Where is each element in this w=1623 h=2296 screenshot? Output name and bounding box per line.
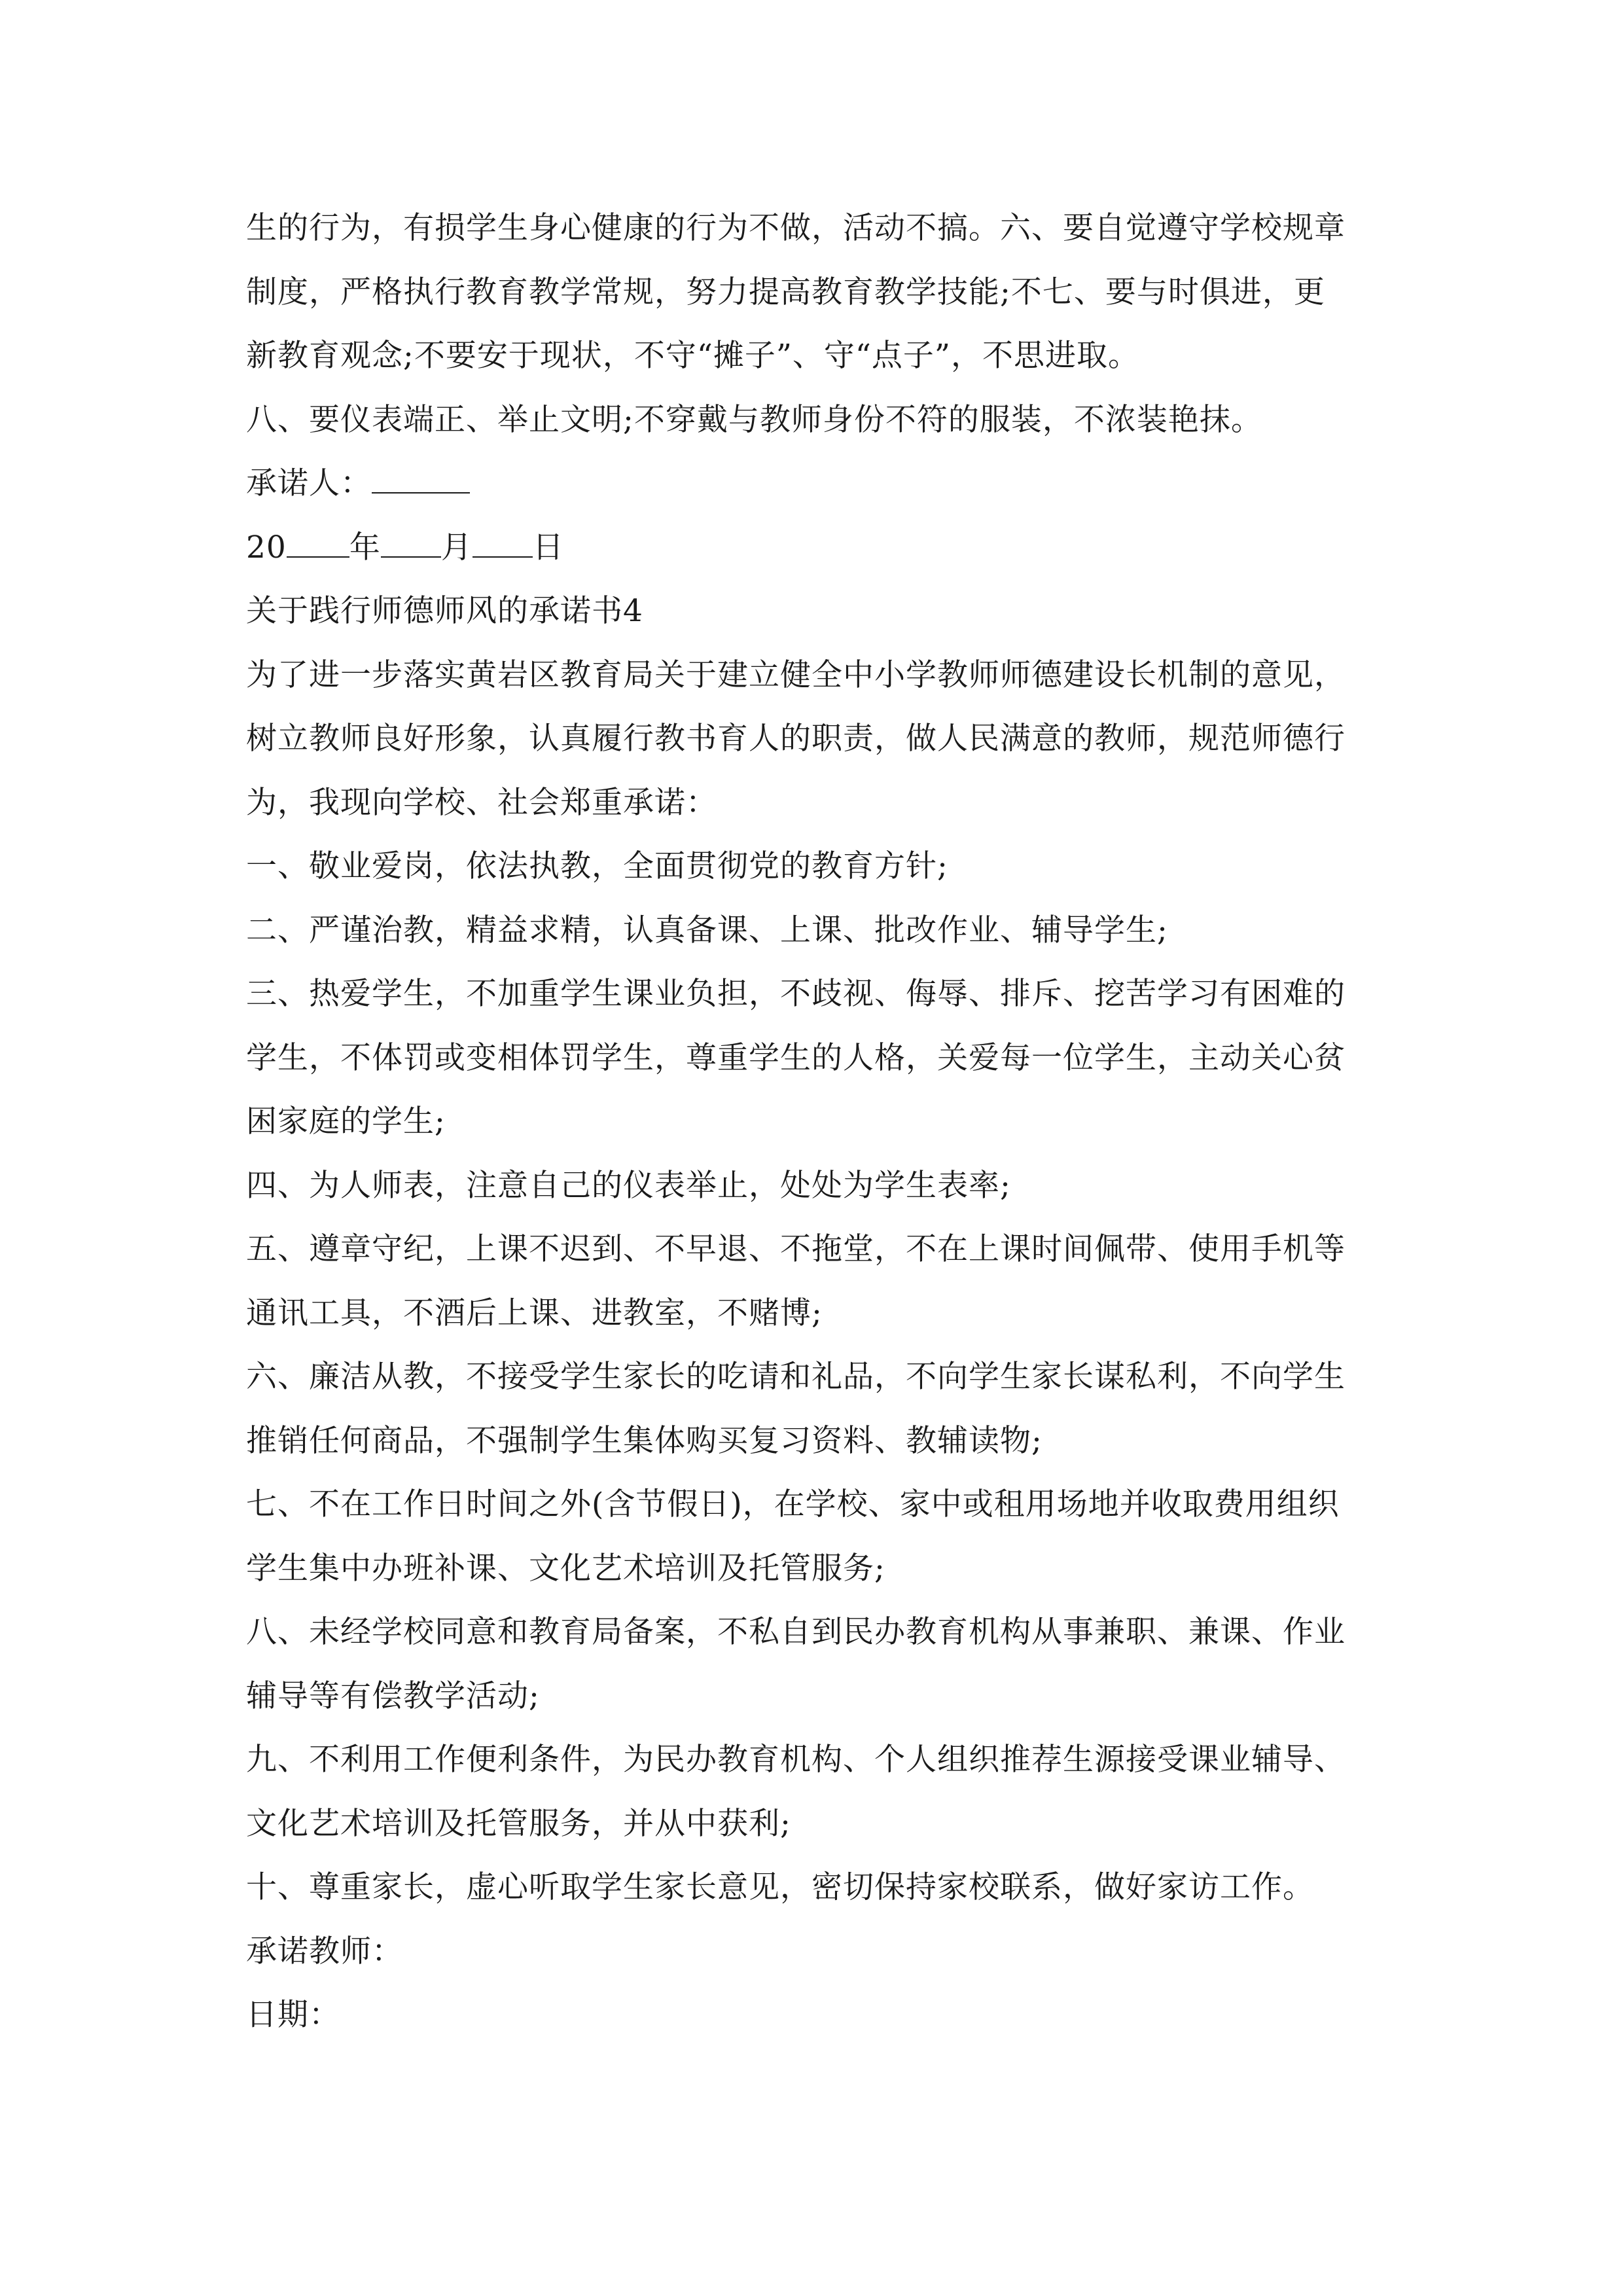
- signature-line: [246, 452, 1398, 516]
- date-label: 日期：: [246, 1997, 340, 2033]
- text-line: 四、为人师表，注意自己的仪表举止，处处为学生表率;: [246, 1167, 1011, 1204]
- text-line: 辅导等有偿教学活动;: [246, 1677, 540, 1714]
- signature-blank: [372, 469, 470, 493]
- text-line: 学生集中办班补课、文化艺术培训及托管服务;: [246, 1550, 885, 1587]
- text-line: 五、遵章守纪，上课不迟到、不早退、不拖堂，不在上课时间佩带、使用手机等: [246, 1231, 1346, 1267]
- text-line: 制度，严格执行教育教学常规，努力提高教育教学技能;不七、要与时俱进，更: [246, 274, 1325, 310]
- text-line: 六、廉洁从教，不接受学生家长的吃请和礼品，不向学生家长谋私利，不向学生: [246, 1359, 1346, 1395]
- year-label: 年: [349, 529, 381, 565]
- day-blank: [473, 533, 533, 558]
- month-blank: [381, 533, 441, 558]
- text-line: 七、不在工作日时间之外(含节假日)，在学校、家中或租用场地并收取费用组织: [246, 1486, 1340, 1522]
- text-line: 学生，不体罚或变相体罚学生，尊重学生的人格，关爱每一位学生，主动关心贫: [246, 1039, 1346, 1076]
- text-line: 十、尊重家长，虚心听取学生家长意见，密切保持家校联系，做好家访工作。: [246, 1869, 1314, 1905]
- text-line: 三、热爱学生，不加重学生课业负担，不歧视、侮辱、排斥、挖苦学习有困难的: [246, 976, 1346, 1012]
- text-line: 新教育观念;不要安于现状，不守“摊子”、守“点子”，不思进取。: [246, 338, 1139, 374]
- text-line: 二、严谨治教，精益求精，认真备课、上课、批改作业、辅导学生;: [246, 912, 1168, 948]
- year-blank: [287, 533, 349, 558]
- signature-label: 承诺人：: [246, 465, 372, 501]
- text-line: 九、不利用工作便利条件，为民办教育机构、个人组织推荐生源接受课业辅导、: [246, 1742, 1346, 1778]
- text-line: 树立教师良好形象，认真履行教书育人的职责，做人民满意的教师，规范师德行: [246, 721, 1346, 757]
- text-line: 八、未经学校同意和教育局备案，不私自到民办教育机构从事兼职、兼课、作业: [246, 1614, 1346, 1650]
- section-title: 关于践行师德师风的承诺书4: [246, 593, 643, 629]
- date-prefix: 20: [246, 529, 287, 565]
- text-line: 为，我现向学校、社会郑重承诺：: [246, 784, 717, 821]
- day-label: 日: [532, 529, 564, 565]
- date-line: [246, 516, 1398, 580]
- text-line: 为了进一步落实黄岩区教育局关于建立健全中小学教师师德建设长机制的意见，: [246, 656, 1346, 693]
- text-line: 一、敬业爱岗，依法执教，全面贯彻党的教育方针;: [246, 848, 948, 884]
- teacher-signature-label: 承诺教师：: [246, 1933, 403, 1969]
- text-line: 推销任何商品，不强制学生集体购买复习资料、教辅读物;: [246, 1422, 1043, 1459]
- text-line: 生的行为，有损学生身心健康的行为不做，活动不搞。六、要自觉遵守学校规章: [246, 210, 1346, 246]
- month-label: 月: [440, 529, 473, 565]
- text-line: 通讯工具，不酒后上课、进教室，不赌博;: [246, 1295, 823, 1331]
- text-line: 八、要仪表端正、举止文明;不穿戴与教师身份不符的服装，不浓装艳抹。: [246, 401, 1262, 438]
- text-line: 文化艺术培训及托管服务，并从中获利;: [246, 1805, 791, 1842]
- text-line: 困家庭的学生;: [246, 1103, 446, 1139]
- document-body: [246, 196, 1398, 2047]
